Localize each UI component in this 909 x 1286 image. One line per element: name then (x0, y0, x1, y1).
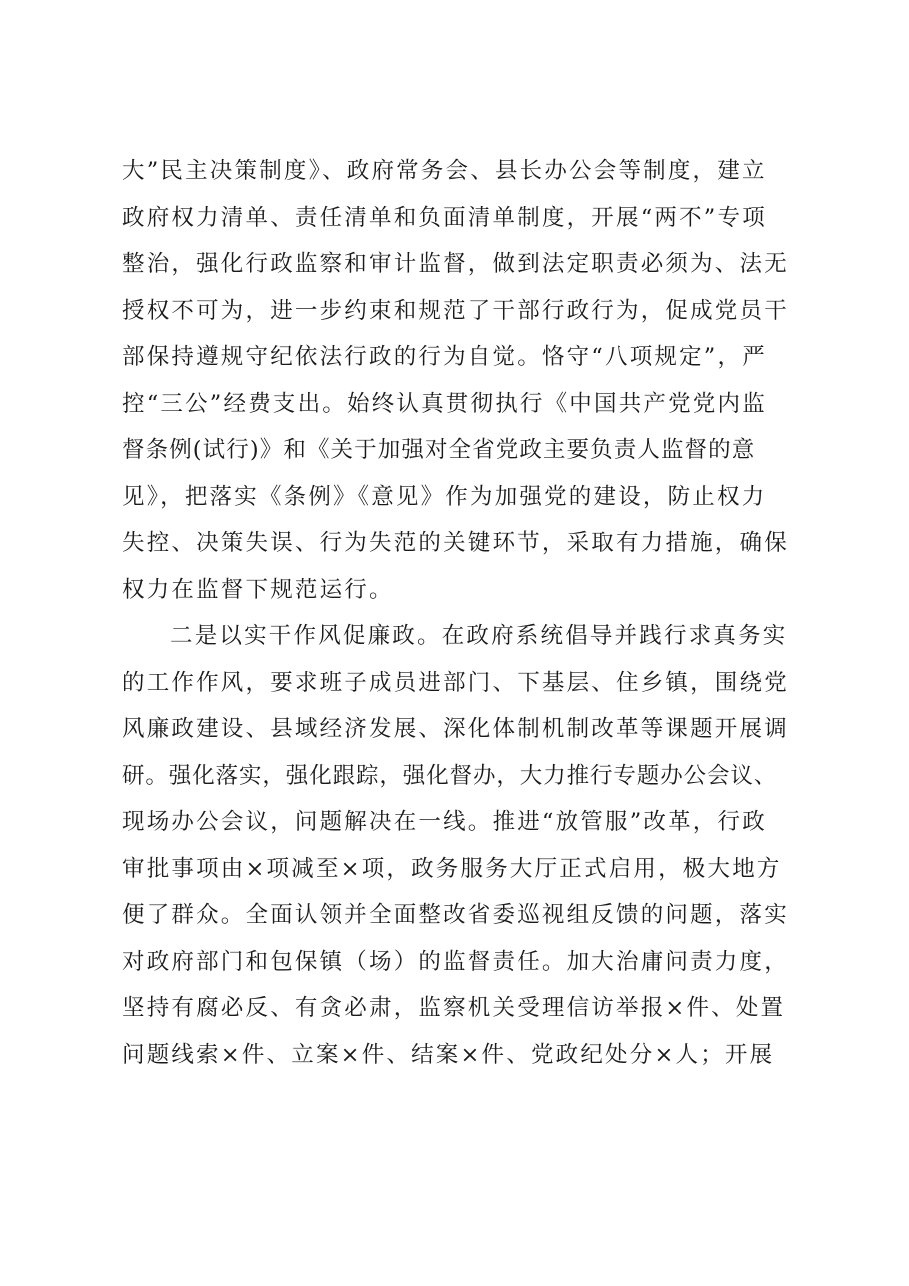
text-line: 控“三公”经费支出。始终认真贯彻执行《中国共产党党内监 (122, 390, 767, 417)
text-line: 便了群众。全面认领并全面整改省委巡视组反馈的问题，落实 (122, 902, 789, 928)
text-line: 问题线索×件、立案×件、结案×件、党政纪处分×人；开展 (122, 1041, 775, 1068)
text-line: 整治，强化行政监察和审计监督，做到法定职责必须为、法无 (122, 251, 789, 277)
text-line: 对政府部门和包保镇（场）的监督责任。加大治庸问责力度， (122, 948, 789, 975)
text-line: 研。强化落实，强化跟踪，强化督办，大力推行专题办公会议、 (122, 762, 778, 789)
text-line: 风廉政建设、县域经济发展、深化体制机制改革等课题开展调 (122, 716, 789, 742)
text-line: 坚持有腐必反、有贪必肃，监察机关受理信访举报×件、处置 (122, 995, 786, 1021)
text-line: 大”民主决策制度》、政府常务会、县长办公会等制度，建立 (122, 158, 767, 184)
text-line: 部保持遵规守纪依法行政的行为自觉。恪守“八项规定”，严 (122, 344, 767, 370)
text-line: 的工作作风，要求班子成员进部门、下基层、住乡镇，围绕党 (122, 669, 789, 696)
text-line: 授权不可为，进一步约束和规范了干部行政行为，促成党员干 (122, 297, 789, 324)
text-line: 政府权力清单、责任清单和负面清单制度，开展“两不”专项 (122, 204, 767, 231)
text-line: 现场办公会议，问题解决在一线。推进“放管服”改革，行政 (122, 809, 767, 835)
body-text (122, 148, 812, 1078)
text-line: 失控、决策失误、行为失范的关键环节，采取有力措施，确保 (122, 530, 789, 556)
text-line: 权力在监督下规范运行。 (122, 576, 394, 603)
text-line: 督条例(试行)》和《关于加强对全省党政主要负责人监督的意 (122, 437, 756, 463)
text-line: 审批事项由×项减至×项，政务服务大厅正式启用，极大地方 (122, 855, 782, 882)
text-line: 见》，把落实《条例》《意见》作为加强党的建设，防止权力 (122, 483, 767, 510)
paragraph-start-line: 二是以实干作风促廉政。在政府系统倡导并践行求真务实 (170, 623, 788, 649)
